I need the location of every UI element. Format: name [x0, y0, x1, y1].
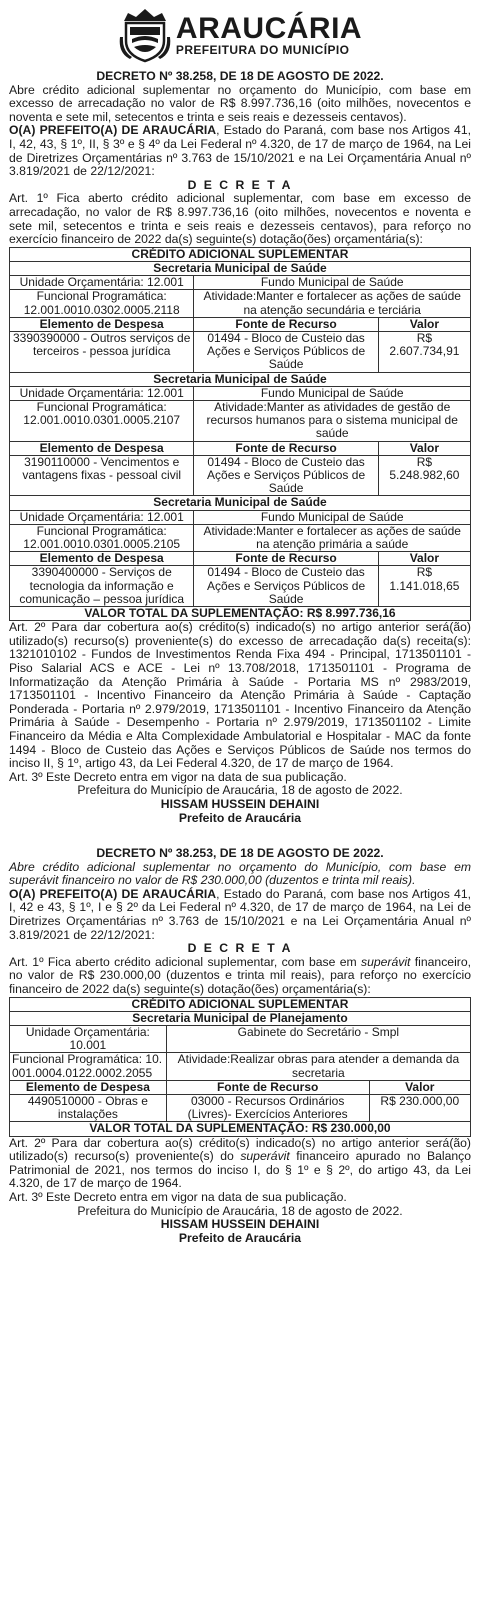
decree-1-place-date: Prefeitura do Município de Araucária, 18 de agosto de 2022.	[77, 783, 403, 798]
fonte: 01494 - Bloco de Custeio das Ações e Serviços Públicos de Saúde	[194, 331, 378, 372]
fonte: 03000 - Recursos Ordinários (Livres)- Exercícios Anteriores	[166, 1095, 369, 1122]
col-fonte: Fonte de Recurso	[166, 1080, 369, 1094]
unidade-nome: Gabinete do Secretário - Smpl	[166, 1026, 470, 1053]
col-valor: Valor	[378, 552, 470, 566]
decree-2-art3: Art. 3º Este Decreto entra em vigor na data de sua publicação.	[9, 1190, 347, 1205]
table-total: VALOR TOTAL DA SUPLEMENTAÇÃO: R$ 8.997.736,16	[10, 607, 471, 621]
funcional: Funcional Programática: 12.001.0010.0301.0005.2105	[10, 524, 194, 551]
decree-2-place-date: Prefeitura do Município de Araucária, 18 de agosto de 2022.	[77, 1203, 403, 1218]
decree-2-art1-a: Art. 1º Fica aberto crédito adicional suplementar, com base em	[9, 954, 361, 969]
decree-1-title: DECRETO Nº 38.258, DE 18 DE AGOSTO DE 2022.	[96, 69, 384, 83]
decree-2-signer: HISSAM HUSSEIN DEHAINI	[160, 1217, 320, 1232]
table-total: VALOR TOTAL DA SUPLEMENTAÇÃO: R$ 230.000,00	[10, 1122, 471, 1136]
decree-2-art2-italic: superávit	[240, 1149, 290, 1164]
decree-1-art3: Art. 3º Este Decreto entra em vigor na data de sua publicação.	[9, 769, 347, 784]
secretaria: Secretaria Municipal de Saúde	[10, 372, 471, 386]
atividade: Atividade:Manter e fortalecer as ações de saúde na atenção primária a saúde	[194, 524, 471, 551]
unidade: Unidade Orçamentária: 12.001	[10, 510, 194, 524]
funcional: Funcional Programática: 12.001.0010.0302.0005.2118	[10, 290, 194, 317]
valor: R$ 230.000,00	[369, 1095, 470, 1122]
atividade: Atividade:Manter e fortalecer as ações de saúde na atenção secundária e terciária	[194, 290, 471, 317]
fonte: 01494 - Bloco de Custeio das Ações e Serviços Públicos de Saúde	[194, 455, 378, 496]
section-gap	[9, 825, 471, 845]
col-fonte: Fonte de Recurso	[194, 441, 378, 455]
decree-2-art1	[9, 956, 471, 997]
decree-1-art2: Art. 2º Para dar cobertura ao(s) crédito(s) indicado(s) no artigo anterior será(ão) utilizado(s) recurso(s) proveniente(s) do excesso de arrecadação da(s) receita(s): 1321010102 - Fundos de Investimentos Renda Fixa 494 - Principal, 1713501101 - Piso Salarial ACS e ACE - Lei nº 13.708/2018, 1713501101 - Programa de Informatização da Atenção Primária à Saúde - Portaria MS nº 2983/2019, 1713501101 - Incentivo Financeiro da Atenção Primária à Saúde - Captação Ponderada - Portaria nº 2.979/2019, 1713501101 - Incentivo Financeiro da Atenção Primária à Saúde - Desempenho - Portaria nº 2.979/2019, 1713501102 - Limite Financeiro da Média e Alta Complexidade Ambulatorial e Hospitalar - MAC da fonte 1494 - Bloco de Custeio das Ações e Serviços Públicos de Saúde nos termos do inciso II, § 1º, artigo 43, da Lei Federal 4.320, de 17 de março de 1964.	[9, 620, 471, 771]
brand-subtitle: PREFEITURA DO MUNICÍPIO	[175, 42, 350, 57]
funcional: Funcional Programática: 10.001.0004.0122.0002.2055	[10, 1053, 167, 1080]
secretaria: Secretaria Municipal de Planejamento	[10, 1011, 471, 1025]
decree-1-ementa: Abre crédito adicional suplementar no orçamento do Município, com base em excesso de arrecadação no valor de R$ 8.997.736,16 (oito milhões, novecentos e noventa e sete mil, setecentos e trinta e seis reais e dezesseis centavos).	[9, 82, 471, 124]
unidade-nome: Fundo Municipal de Saúde	[194, 510, 471, 524]
decree-1	[9, 70, 471, 825]
decree-2-credit-table	[9, 997, 471, 1137]
col-elemento: Elemento de Despesa	[10, 1080, 167, 1094]
col-elemento: Elemento de Despesa	[10, 552, 194, 566]
elemento: 3190110000 - Vencimentos e vantagens fixas - pessoal civil	[10, 455, 194, 496]
decree-2-art2	[9, 1137, 471, 1191]
unidade-nome: Fundo Municipal de Saúde	[194, 276, 471, 290]
brand-name: ARAUCÁRIA	[175, 11, 363, 45]
table-heading: CRÉDITO ADICIONAL SUPLEMENTAR	[10, 247, 471, 261]
atividade: Atividade:Realizar obras para atender a demanda da secretaria	[166, 1053, 470, 1080]
decree-1-preambulo-text: , Estado do Paraná, com base nos Artigos 41, I, 42, 43, § 1º, II, § 3º e § 4º da Lei Federal nº 4.320, de 17 de março de 1964, na Lei de Diretrizes Orçamentárias nº 3.763 de 15/10/2021 e na Lei Orçamentária Anual nº 3.819/2021 de 22/12/2021:	[9, 123, 471, 179]
atividade: Atividade:Manter as atividades de gestão de recursos humanos para o sistema municipal de saúde	[194, 400, 471, 441]
decree-2-signer-role: Prefeito de Araucária	[178, 1230, 302, 1245]
col-fonte: Fonte de Recurso	[194, 552, 378, 566]
unidade: Unidade Orçamentária: 10.001	[10, 1026, 167, 1053]
elemento: 4490510000 - Obras e instalações	[10, 1095, 167, 1122]
col-valor: Valor	[378, 317, 470, 331]
decree-1-credit-table	[9, 247, 471, 621]
valor: R$ 2.607.734,91	[378, 331, 470, 372]
elemento: 3390400000 - Serviços de tecnologia da informação e comunicação – pessoa jurídica	[10, 566, 194, 607]
decree-2-preambulo	[9, 888, 471, 942]
decree-1-prefeito: O(A) PREFEITO(A) DE ARAUCÁRIA	[9, 123, 217, 138]
decree-2-art1-b: financeiro, no valor de R$ 230.000,00 (duzentos e trinta mil reais), para reforço no exercício financeiro de 2022 da(s) seguinte(s) dotação(ões) orçamentária(s):	[9, 954, 472, 997]
header	[9, 4, 471, 66]
table-heading: CRÉDITO ADICIONAL SUPLEMENTAR	[10, 997, 471, 1011]
valor: R$ 1.141.018,65	[378, 566, 470, 607]
decree-2-preambulo-text: , Estado do Paraná, com base nos Artigos 41, I, 42 e 43, § 1º, I e § 2º da Lei Federal nº 4.320, de 17 de março de 1964, na Lei de Diretrizes Orçamentárias nº 3.763 de 15/10/2021 e na Lei Orçamentária Anual nº 3.819/2021 de 22/12/2021:	[9, 886, 471, 942]
secretaria: Secretaria Municipal de Saúde	[10, 496, 471, 510]
secretaria: Secretaria Municipal de Saúde	[10, 261, 471, 275]
col-fonte: Fonte de Recurso	[194, 317, 378, 331]
valor: R$ 5.248.982,60	[378, 455, 470, 496]
decree-2	[9, 847, 471, 1245]
brand	[175, 11, 363, 57]
decree-2-ementa: Abre crédito adicional suplementar no orçamento do Município, com base em superávit financeiro no valor de R$ 230.000,00 (duzentos e trinta mil reais).	[9, 859, 471, 888]
decree-1-art1: Art. 1º Fica aberto crédito adicional suplementar, com base em excesso de arrecadação, no valor de R$ 8.997.736,16 (oito milhões, novecentos e noventa e sete mil, setecentos e trinta e seis reais e dezesseis centavos), para reforço no exercício financeiro de 2022 da(s) seguinte(s) dotação(ões) orçamentária(s):	[9, 191, 471, 247]
decree-1-preambulo	[9, 124, 471, 178]
unidade-nome: Fundo Municipal de Saúde	[194, 386, 471, 400]
decree-2-art1-italic: superávit	[360, 954, 411, 969]
decree-1-signer-role: Prefeito de Araucária	[178, 810, 302, 825]
col-elemento: Elemento de Despesa	[10, 317, 194, 331]
decree-2-art2-b: financeiro apurado no Balanço Patrimonial de 2021, nos termos do inciso I, do § 1º e § 2º, do artigo 43, da Lei 4.320, de 17 de março de 1964.	[9, 1149, 472, 1191]
decree-2-art2-a: Art. 2º Para dar cobertura ao(s) crédito(s) indicado(s) no artigo anterior será(ão) utilizado(s) recurso(s) proveniente(s) do	[9, 1135, 471, 1164]
col-valor: Valor	[378, 441, 470, 455]
decree-2-decreta: D E C R E T A	[187, 941, 293, 956]
unidade: Unidade Orçamentária: 12.001	[10, 386, 194, 400]
col-valor: Valor	[369, 1080, 470, 1094]
decree-2-prefeito: O(A) PREFEITO(A) DE ARAUCÁRIA	[9, 886, 217, 901]
decree-1-signer: HISSAM HUSSEIN DEHAINI	[160, 796, 320, 811]
col-elemento: Elemento de Despesa	[10, 441, 194, 455]
decree-1-decreta: D E C R E T A	[187, 177, 293, 192]
coat-of-arms-icon	[118, 7, 172, 63]
unidade: Unidade Orçamentária: 12.001	[10, 276, 194, 290]
elemento: 3390390000 - Outros serviços de terceiros - pessoa jurídica	[10, 331, 194, 372]
decree-2-title: DECRETO Nº 38.253, DE 18 DE AGOSTO DE 2022.	[96, 846, 384, 861]
fonte: 01494 - Bloco de Custeio das Ações e Serviços Públicos de Saúde	[194, 566, 378, 607]
funcional: Funcional Programática: 12.001.0010.0301.0005.2107	[10, 400, 194, 441]
